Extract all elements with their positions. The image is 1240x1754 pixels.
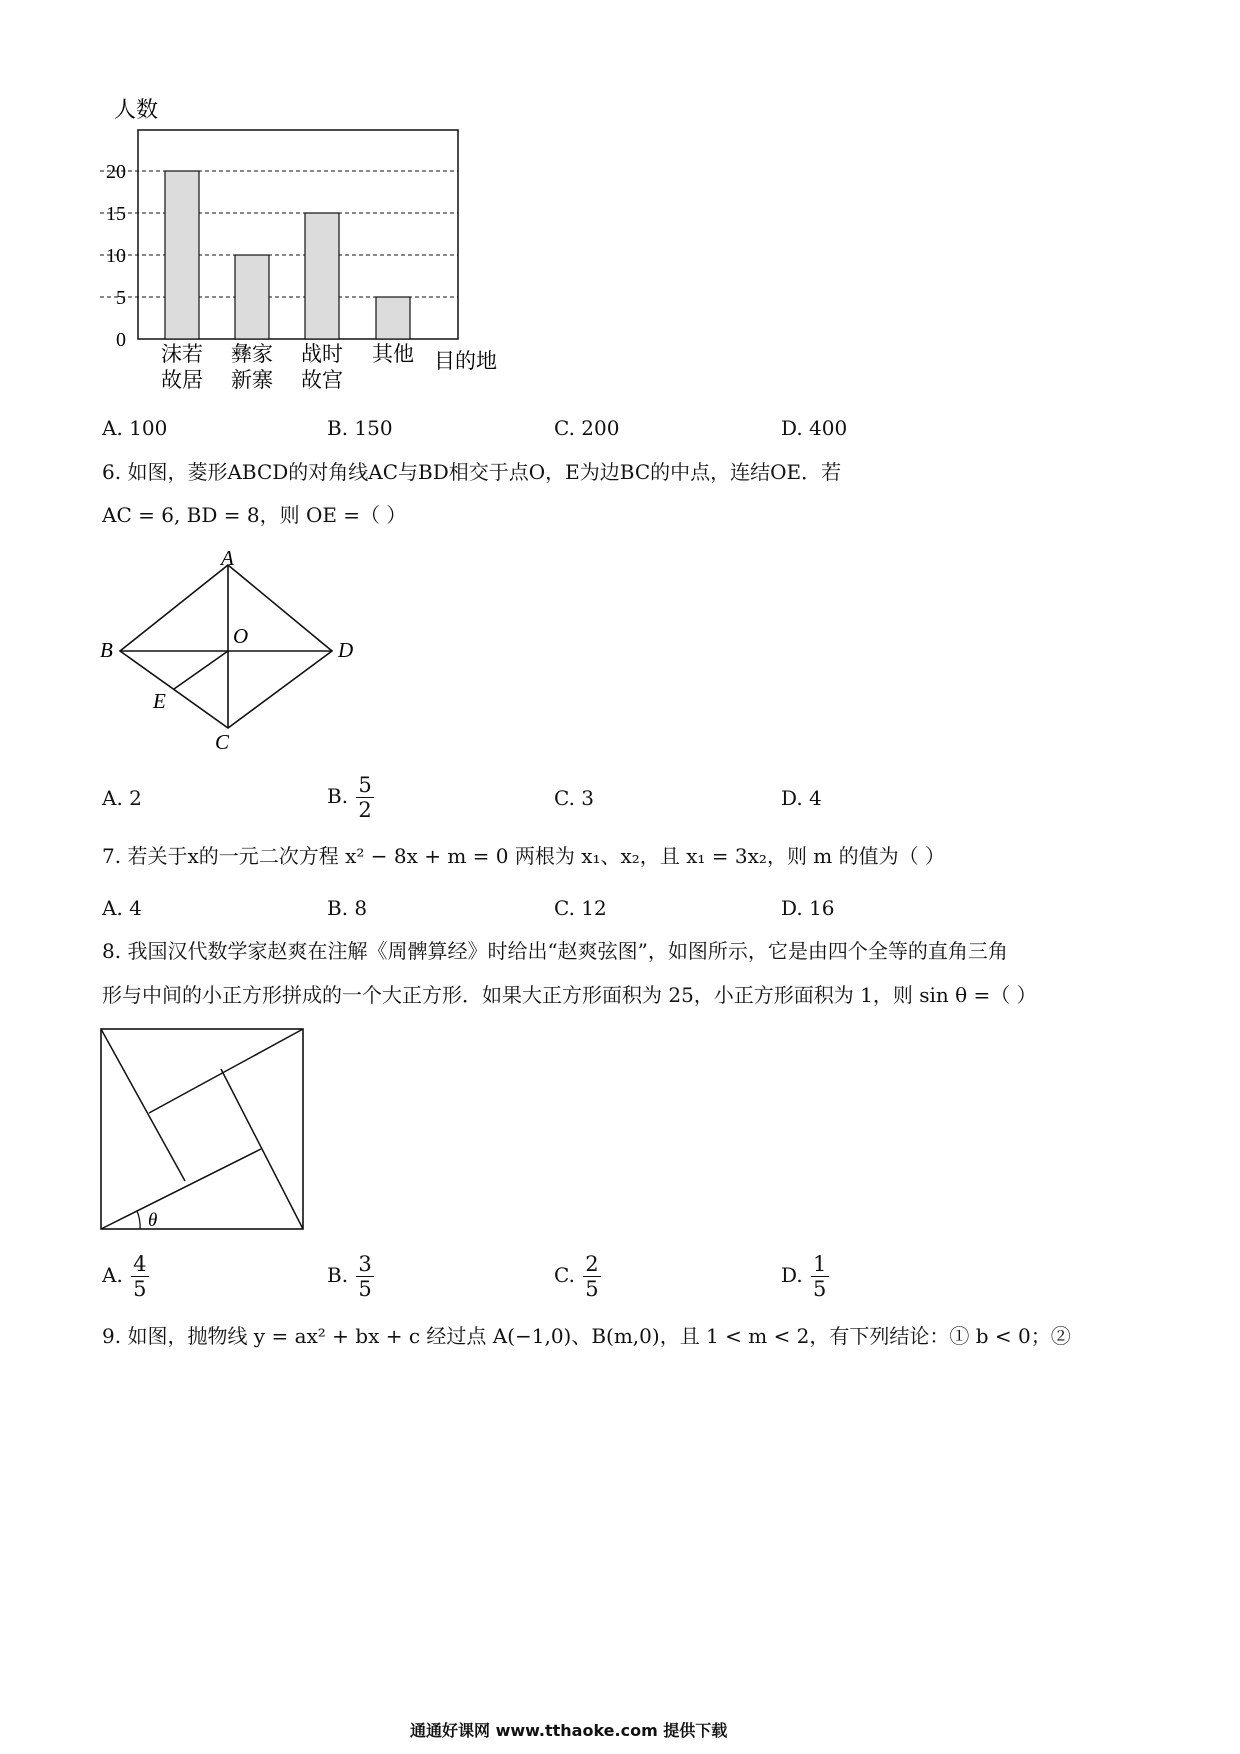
x-category-label: 战时	[301, 342, 343, 366]
fraction-denominator: 2	[358, 798, 372, 822]
q6-option-c[interactable]: C. 3	[554, 786, 595, 810]
rhombus-figure	[95, 543, 375, 758]
y-tick-label: 10	[106, 245, 126, 267]
outer-square	[101, 1029, 303, 1229]
q8-option-d[interactable]	[781, 1252, 829, 1301]
q8-option-b-prefix: B.	[327, 1263, 349, 1287]
q8-option-a[interactable]	[102, 1252, 149, 1301]
theta-arc	[137, 1211, 140, 1229]
page-footer: 通通好课网 www.tthaoke.com 提供下载	[410, 1721, 728, 1740]
fraction-numerator: 4	[133, 1252, 147, 1276]
y-tick-label: 20	[106, 161, 126, 183]
x-category-label: 彝家	[231, 342, 273, 366]
fraction-denominator: 5	[358, 1277, 372, 1301]
q5-option-b[interactable]: B. 150	[327, 416, 393, 440]
q6-option-a[interactable]: A. 2	[102, 786, 142, 810]
label-d: D	[338, 638, 354, 662]
q8-line2: 形与中间的小正方形拼成的一个大正方形．如果大正方形面积为 25，小正方形面积为 1，则 sin θ =（ ）	[102, 983, 1037, 1007]
label-c: C	[215, 730, 230, 754]
bar-3	[376, 297, 410, 339]
q5-option-d[interactable]: D. 400	[781, 416, 848, 440]
label-a: A	[221, 546, 234, 570]
label-o: O	[233, 624, 249, 648]
chart-xlabel: 目的地	[434, 349, 497, 373]
hypotenuse-1	[101, 1149, 261, 1229]
bar-1	[235, 255, 269, 339]
x-category-label: 故居	[161, 368, 203, 392]
q6-option-b[interactable]	[327, 773, 374, 822]
q6-line2: AC = 6, BD = 8，则 OE =（ ）	[102, 503, 407, 527]
x-category-label: 其他	[372, 342, 414, 366]
q8-option-b[interactable]	[327, 1252, 374, 1301]
y-tick-label: 0	[116, 329, 126, 351]
q8-option-a-fraction	[131, 1252, 149, 1301]
q6-line1: 6. 如图，菱形ABCD的对角线AC与BD相交于点O，E为边BC的中点，连结OE．若	[102, 460, 842, 484]
fraction-numerator: 5	[358, 773, 372, 797]
x-category-label: 故宫	[301, 368, 343, 392]
chart-ylabel: 人数	[114, 97, 159, 122]
zhao-shuang-figure	[100, 1028, 306, 1232]
bar-chart	[100, 95, 520, 405]
q8-option-d-fraction	[811, 1252, 829, 1301]
x-category-label: 沫若	[161, 342, 203, 366]
bar-2	[305, 213, 339, 339]
q5-option-c[interactable]: C. 200	[554, 416, 620, 440]
q7-text: 7. 若关于x的一元二次方程 x² − 8x + m = 0 两根为 x₁、x₂，且 x₁ = 3x₂，则 m 的值为（ ）	[102, 844, 945, 868]
label-b: B	[100, 638, 113, 662]
rhombus-abcd	[120, 565, 332, 728]
q8-option-c-prefix: C.	[554, 1263, 575, 1287]
q6-option-b-prefix: B.	[327, 784, 349, 808]
q7-option-d[interactable]: D. 16	[781, 896, 835, 920]
y-tick-label: 5	[116, 287, 126, 309]
fraction-numerator: 3	[358, 1252, 372, 1276]
x-category-label: 新寨	[231, 368, 273, 392]
segment-oe	[174, 651, 228, 689]
q8-option-d-prefix: D.	[781, 1263, 803, 1287]
label-e: E	[153, 689, 166, 713]
fraction-denominator: 5	[133, 1277, 147, 1301]
y-tick-label: 15	[106, 203, 126, 225]
q6-option-d[interactable]: D. 4	[781, 786, 822, 810]
hypotenuse-3	[149, 1029, 303, 1113]
hypotenuse-4	[101, 1029, 185, 1181]
hypotenuse-2	[221, 1069, 303, 1229]
q7-option-a[interactable]: A. 4	[102, 896, 142, 920]
fraction-denominator: 5	[813, 1277, 827, 1301]
q7-option-c[interactable]: C. 12	[554, 896, 607, 920]
q8-option-b-fraction	[356, 1252, 374, 1301]
q8-option-c-fraction	[583, 1252, 601, 1301]
fraction-numerator: 1	[813, 1252, 827, 1276]
q8-line1: 8. 我国汉代数学家赵爽在注解《周髀算经》时给出“赵爽弦图”，如图所示，它是由四个全等的直角三角	[102, 939, 1008, 963]
q6-option-b-fraction	[356, 773, 374, 822]
q5-option-a[interactable]: A. 100	[102, 416, 168, 440]
fraction-denominator: 5	[585, 1277, 599, 1301]
q9-text: 9. 如图，抛物线 y = ax² + bx + c 经过点 A(−1,0)、B(m,0)，且 1 < m < 2，有下列结论：① b < 0；②	[102, 1324, 1071, 1348]
bar-0	[165, 171, 199, 339]
theta-label: θ	[148, 1210, 158, 1231]
fraction-numerator: 2	[585, 1252, 599, 1276]
q8-option-a-prefix: A.	[102, 1263, 123, 1287]
q8-option-c[interactable]	[554, 1252, 601, 1301]
q7-option-b[interactable]: B. 8	[327, 896, 368, 920]
